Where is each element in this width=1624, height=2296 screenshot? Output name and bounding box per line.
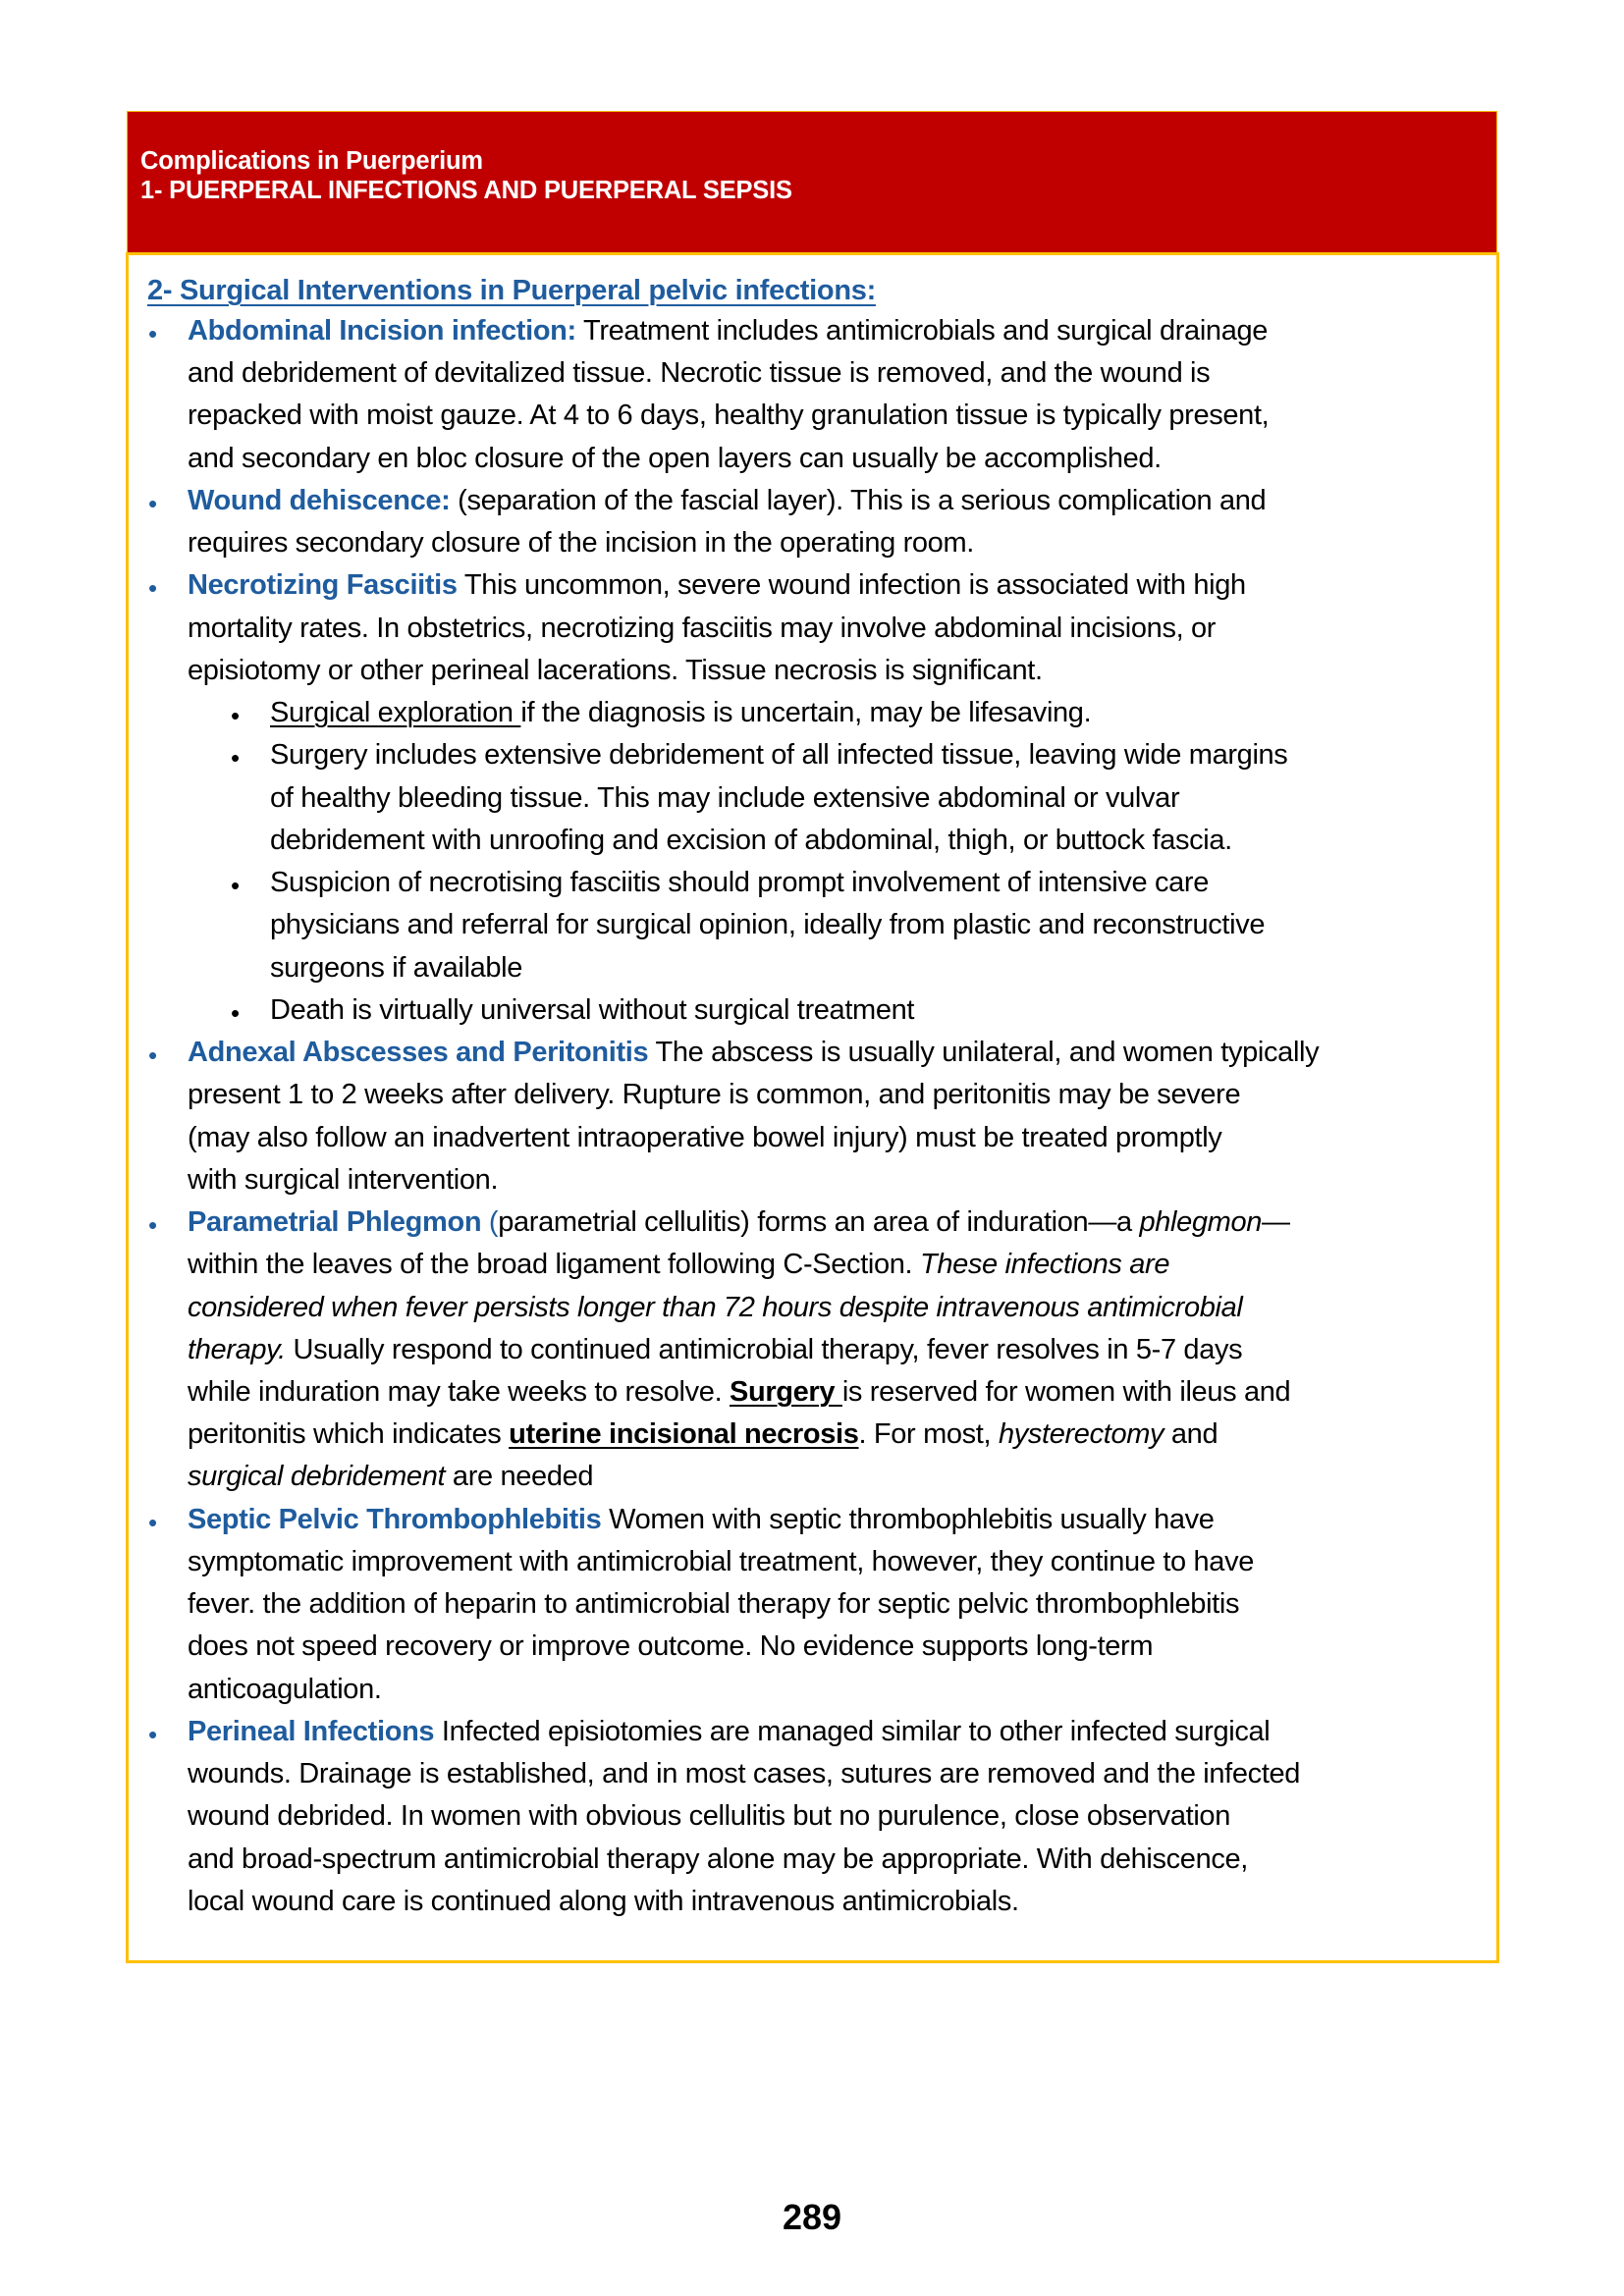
text-run: Treatment includes antimicrobials and surgical drainage [575, 315, 1269, 347]
list-item-line [188, 1249, 1169, 1281]
list-item-line [188, 485, 1266, 517]
list-item-line [188, 1079, 1240, 1111]
item-term: Abdominal Incision infection: [188, 315, 576, 347]
list-item-line [188, 1674, 382, 1706]
text-run: and debridement of devitalized tissue. Necrotic tissue is removed, and the wound is [188, 357, 1211, 390]
text-run: ( [481, 1206, 499, 1239]
sub-list-item-line [270, 697, 1091, 729]
text-run: considered when fever persists longer than 72 hours despite intravenous antimicrobial [188, 1291, 1243, 1323]
chapter-header-banner [127, 111, 1497, 253]
sub-bullet-icon: • [231, 743, 241, 774]
item-term: Parametrial Phlegmon [188, 1206, 482, 1239]
text-run: requires secondary closure of the incision in the operating room. [188, 527, 974, 560]
list-item-line [188, 1418, 1218, 1451]
text-run: — [1262, 1206, 1290, 1239]
list-item-line [188, 569, 1246, 602]
text-run: does not speed recovery or improve outcome. No evidence supports long-term [188, 1630, 1154, 1663]
list-item-line [188, 1292, 1243, 1324]
list-item-line [188, 1504, 1215, 1536]
sub-bullet-icon: • [231, 701, 241, 731]
item-term: Perineal Infections [188, 1715, 435, 1747]
list-item-line [188, 443, 1162, 475]
bullet-icon: • [148, 319, 158, 348]
text-run: Suspicion of necrotising fasciitis should prompt involvement of intensive care [270, 867, 1209, 899]
text-run: These infections are [919, 1249, 1170, 1281]
text-run: and [1164, 1418, 1218, 1451]
list-item-line [188, 1588, 1239, 1621]
item-term: Septic Pelvic Thrombophlebitis [188, 1503, 602, 1535]
text-run: within the leaves of the broad ligament following C-Section. [188, 1249, 920, 1281]
text-run: with surgical intervention. [188, 1163, 499, 1196]
text-run: are needed [445, 1461, 594, 1493]
text-run: wounds. Drainage is established, and in most cases, sutures are removed and the infected [188, 1758, 1301, 1790]
list-item-line [188, 1546, 1254, 1578]
bullet-icon: • [148, 1507, 158, 1537]
sub-list-item-line [270, 825, 1232, 857]
bullet-icon: • [148, 1041, 158, 1071]
list-item-line [188, 1376, 1290, 1409]
list-item-line [188, 613, 1216, 645]
bullet-icon: • [148, 1719, 158, 1749]
text-run: Surgery includes extensive debridement of all infected tissue, leaving wide margins [270, 739, 1288, 772]
section-heading: 2- Surgical Interventions in Puerperal pelvic infections: [147, 275, 876, 306]
sub-list-item-line [270, 782, 1179, 815]
text-run: This uncommon, severe wound infection is associated with high [457, 569, 1246, 602]
content-panel [126, 252, 1499, 1963]
text-run: Death is virtually universal without surgical treatment [270, 993, 915, 1026]
text-run: while induration may take weeks to resolve. [188, 1376, 730, 1408]
sub-list-item-line [270, 994, 914, 1027]
sub-list-item-line [270, 739, 1287, 772]
text-run: Surgical exploration [270, 697, 521, 729]
list-item-line [188, 1630, 1153, 1663]
text-run: Infected episiotomies are managed similar to other infected surgical [434, 1715, 1271, 1747]
list-item-line [188, 1843, 1248, 1876]
text-run: is reserved for women with ileus and [841, 1376, 1291, 1408]
text-run: if the diagnosis is uncertain, may be lifesaving. [520, 697, 1092, 729]
chapter-subtitle: 1- PUERPERAL INFECTIONS AND PUERPERAL SEPSIS [140, 177, 792, 204]
sub-list-item-line [270, 867, 1209, 899]
bullet-icon: • [148, 573, 158, 604]
text-run: Surgery [729, 1376, 842, 1408]
text-run: and secondary en bloc closure of the open layers can usually be accomplished. [188, 442, 1162, 474]
list-item-line [188, 1886, 1019, 1918]
item-term: Necrotizing Fasciitis [188, 569, 458, 602]
text-run: present 1 to 2 weeks after delivery. Rupture is common, and peritonitis may be severe [188, 1079, 1241, 1111]
sub-bullet-icon: • [231, 871, 241, 901]
list-item-line [188, 527, 974, 560]
text-run: physicians and referral for surgical opinion, ideally from plastic and reconstructive [270, 909, 1266, 941]
list-item-line [188, 1334, 1242, 1366]
list-item-line [188, 1206, 1290, 1239]
text-run: therapy. [188, 1333, 286, 1365]
text-run: parametrial cellulitis) forms an area of induration—a [498, 1206, 1140, 1239]
text-run: of healthy bleeding tissue. This may include extensive abdominal or vulvar [270, 781, 1180, 814]
item-term: Adnexal Abscesses and Peritonitis [188, 1037, 649, 1069]
list-item-line [188, 1800, 1230, 1833]
text-run: surgeons if available [270, 951, 523, 984]
list-item-line [188, 1164, 498, 1197]
list-item-line [188, 1716, 1270, 1748]
text-run: Women with septic thrombophlebitis usually have [601, 1503, 1215, 1535]
list-item-line [188, 1037, 1319, 1069]
text-run: local wound care is continued along with intravenous antimicrobials. [188, 1885, 1019, 1917]
page-number: 289 [782, 2197, 842, 2237]
text-run: The abscess is usually unilateral, and women typically [648, 1037, 1320, 1069]
text-run: (may also follow an inadvertent intraoperative bowel injury) must be treated promptly [188, 1121, 1222, 1153]
list-item-line [188, 1122, 1221, 1154]
item-term: Wound dehiscence: [188, 484, 451, 516]
text-run: Usually respond to continued antimicrobial therapy, fever resolves in 5-7 days [285, 1333, 1243, 1365]
text-run: and broad-spectrum antimicrobial therapy alone may be appropriate. With dehiscence, [188, 1842, 1248, 1875]
sub-bullet-icon: • [231, 997, 241, 1028]
text-run: symptomatic improvement with antimicrobial treatment, however, they continue to have [188, 1545, 1254, 1577]
text-run: mortality rates. In obstetrics, necrotizing fasciitis may involve abdominal incisions, or [188, 612, 1217, 644]
text-run: repacked with moist gauze. At 4 to 6 days, healthy granulation tissue is typically present, [188, 400, 1270, 432]
bullet-icon: • [148, 1210, 158, 1241]
text-run: debridement with unroofing and excision of abdominal, thigh, or buttock fascia. [270, 824, 1232, 856]
sub-list-item-line [270, 909, 1265, 941]
list-item-line [188, 315, 1268, 347]
text-run: anticoagulation. [188, 1673, 382, 1705]
list-item-line [188, 655, 1043, 687]
sub-list-item-line [270, 952, 522, 985]
text-run: peritonitis which indicates [188, 1418, 510, 1451]
text-run: phlegmon [1139, 1206, 1263, 1239]
text-run: wound debrided. In women with obvious cellulitis but no purulence, close observation [188, 1800, 1230, 1833]
list-item-line [188, 357, 1210, 390]
text-run: uterine incisional necrosis [509, 1418, 859, 1451]
bullet-icon: • [148, 488, 158, 518]
text-run: . For most, [858, 1418, 999, 1451]
text-run: surgical debridement [188, 1461, 446, 1493]
chapter-header-text [140, 146, 792, 205]
text-run: (separation of the fascial layer). This is a serious complication and [450, 484, 1267, 516]
list-item-line [188, 400, 1269, 432]
text-run: fever. the addition of heparin to antimicrobial therapy for septic pelvic thrombophlebitis [188, 1588, 1240, 1621]
list-item-line [188, 1461, 593, 1493]
list-item-line [188, 1758, 1300, 1790]
text-run: hysterectomy [998, 1418, 1164, 1451]
text-run: episiotomy or other perineal lacerations. Tissue necrosis is significant. [188, 654, 1043, 686]
chapter-title: Complications in Puerperium [140, 147, 483, 175]
